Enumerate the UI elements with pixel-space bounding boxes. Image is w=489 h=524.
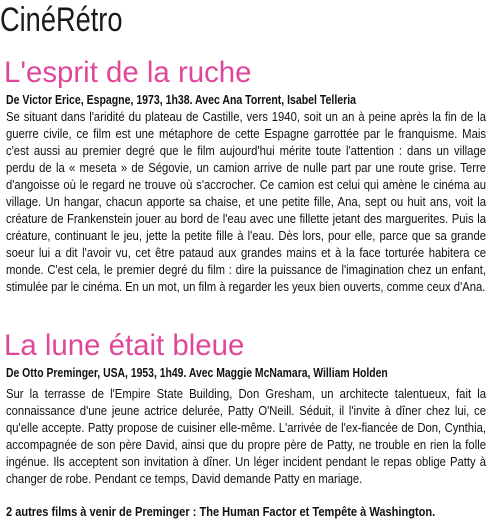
- film-synopsis-1: Se situant dans l'aridité du plateau de Castille, vers 1940, soit un an à peine après la fin de la guerre civile, ce film est une métaphore de cette Espagne garrottée par le franquisme. Mais c'est aussi au premier degré que le film aujourd'hui mérite toute l'attention : dans un village perdu de la « meseta » de Ségovie, un camion arrive de nulle part par une route grise. Terre d'angoisse où le regard ne trouve où s'accrocher. Ce camion est celui qui amène le cinéma au village. Un hangar, chacun apporte sa chaise, et une petite fille, Ana, sept ou huit ans, voit la créature de Frankenstein jouer au bord de l'eau avec une fillette jetant des marguerites. Puis la créature, continuant le jeu, jette la petite fille à l'eau. Dès lors, pour elle, parce que sa grande soeur lui a dit l'avoir vu, cet être pataud aux grandes mains et à la face torturée habitera ce monde. C'est cela, le premier degré du film : dire la puissance de l'imagination chez un enfant, stimulée par le cinéma. En un mot, un film à regarder les yeux bien ouverts, comme ceux d'Ana.: [6, 109, 487, 294]
- film-synopsis-2: Sur la terrasse de l'Empire State Building, Don Gresham, un architecte talentueux, fait la connaissance d'une jeune actrice delurée, Patty O'Neill. Séduit, il l'invite à dîner chez lui, ce qu'elle accepte. Patty propose de cuisiner elle-même. L'arrivée de l'ex-fiancée de Don, Cynthia, accompagnée de son père David, ainsi que du propre père de Patty, ne trouble en rien la folle ingénue. Ils acceptent son invitation à dîner. Un léger incident pendant le repas oblige Patty à changer de robe. Pendant ce temps, David demande Patty en mariage.: [6, 386, 487, 486]
- footnote: 2 autres films à venir de Preminger : The Human Factor et Tempête à Washington.: [6, 504, 436, 519]
- film-title-2: La lune était bleue: [4, 329, 245, 362]
- film-title-1: L'esprit de la ruche: [4, 56, 252, 89]
- film-credits-1: De Victor Erice, Espagne, 1973, 1h38. Avec Ana Torrent, Isabel Telleria: [6, 92, 356, 107]
- film-credits-2: De Otto Preminger, USA, 1953, 1h49. Avec Maggie McNamara, William Holden: [6, 365, 388, 380]
- section-title: CinéRétro: [0, 1, 123, 39]
